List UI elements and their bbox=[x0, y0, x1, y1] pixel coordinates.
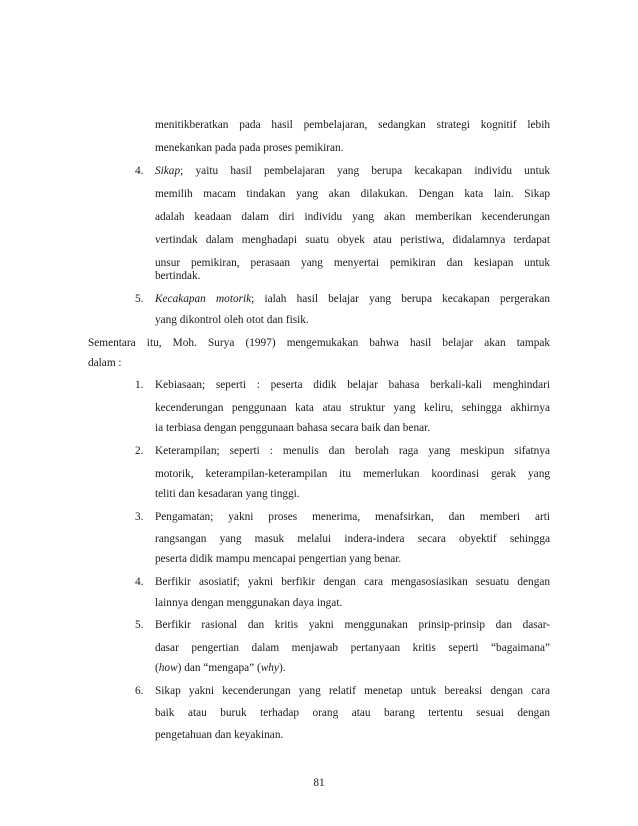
term-italic: Kecakapan motorik bbox=[155, 293, 252, 305]
line-text-part: ). bbox=[278, 662, 286, 674]
line-text: motorik, keterampilan-keterampilan itu memerlukan koordinasi gerak yang bbox=[155, 468, 550, 480]
line-text: teliti dan kesadaran yang tinggi. bbox=[155, 488, 300, 500]
list-number: 5. bbox=[135, 619, 144, 631]
line-text: adalah keadaan dalam diri individu yang akan memberikan kecenderungan bbox=[155, 211, 550, 223]
term-italic: Sikap bbox=[155, 165, 181, 177]
line-text: ia terbiasa dengan penggunaan bahasa secara baik dan benar. bbox=[155, 422, 431, 434]
line-text: yang dikontrol oleh otot dan fisik. bbox=[155, 314, 309, 326]
list-number: 3. bbox=[135, 511, 144, 523]
line-text-part: ) dan “mengapa” ( bbox=[177, 662, 261, 674]
line-text: Keterampilan; seperti : menulis dan berolah raga yang meskipun sifatnya bbox=[155, 445, 550, 457]
line-text: pengetahuan dan keyakinan. bbox=[155, 729, 284, 741]
list-number: 5. bbox=[135, 293, 144, 305]
term-italic: why bbox=[260, 662, 279, 674]
line-text: unsur pemikiran, perasaan yang menyertai pemikiran dan kesiapan untuk bbox=[155, 257, 550, 269]
line-text-rest: ; ialah hasil belajar yang berupa kecakapan pergerakan bbox=[251, 293, 550, 305]
line-text: Berfikir asosiatif; yakni berfikir dengan cara mengasosiasikan sesuatu dengan bbox=[155, 576, 550, 588]
line-text: dasar pengertian dalam menjawab pertanyaan kritis seperti “bagaimana” bbox=[155, 642, 550, 654]
line-text: menekankan pada pada proses pemikiran. bbox=[155, 142, 344, 154]
line-text: Berfikir rasional dan kritis yakni menggunakan prinsip-prinsip dan dasar- bbox=[155, 619, 550, 631]
list-number: 4. bbox=[135, 165, 144, 177]
line-text: vertindak dalam menghadapi suatu obyek atau peristiwa, didalamnya terdapat bbox=[155, 234, 550, 246]
line-text bbox=[155, 292, 550, 306]
list-number: 4. bbox=[135, 576, 144, 588]
list-number: 1. bbox=[135, 379, 144, 391]
line-text: baik atau buruk terhadap orang atau barang tertentu sesuai dengan bbox=[155, 707, 550, 719]
line-text: menitikberatkan pada hasil pembelajaran, sedangkan strategi kognitif lebih bbox=[155, 119, 550, 131]
line-text: rangsangan yang masuk melalui indera-indera secara obyektif sehingga bbox=[155, 533, 550, 545]
line-text: Sikap yakni kecenderungan yang relatif menetap untuk bereaksi dengan cara bbox=[155, 685, 550, 697]
page-number: 81 bbox=[313, 777, 325, 789]
line-text bbox=[155, 164, 550, 178]
line-text: Kebiasaan; seperti : peserta didik belajar bahasa berkali-kali menghindari bbox=[155, 379, 550, 391]
line-text: dalam : bbox=[88, 357, 122, 369]
line-text: lainnya dengan menggunakan daya ingat. bbox=[155, 597, 343, 609]
line-text: (how) dan “mengapa” (why). bbox=[155, 662, 286, 674]
list-number: 2. bbox=[135, 445, 144, 457]
line-text: memilih macam tindakan yang akan dilakukan. Dengan kata lain. Sikap bbox=[155, 188, 550, 200]
line-text: Sementara itu, Moh. Surya (1997) mengemukakan bahwa hasil belajar akan tampak bbox=[88, 337, 550, 349]
term-italic: how bbox=[158, 662, 178, 674]
line-text: Pengamatan; yakni proses menerima, menafsirkan, dan memberi arti bbox=[155, 511, 550, 523]
list-number: 6. bbox=[135, 685, 144, 697]
line-text: kecenderungan penggunaan kata atau struktur yang keliru, sehingga akhirnya bbox=[155, 402, 550, 414]
line-text: bertindak. bbox=[155, 270, 201, 282]
line-text: peserta didik mampu mencapai pengertian yang benar. bbox=[155, 553, 402, 565]
line-text-rest: ; yaitu hasil pembelajaran yang berupa kecakapan individu untuk bbox=[180, 165, 550, 177]
